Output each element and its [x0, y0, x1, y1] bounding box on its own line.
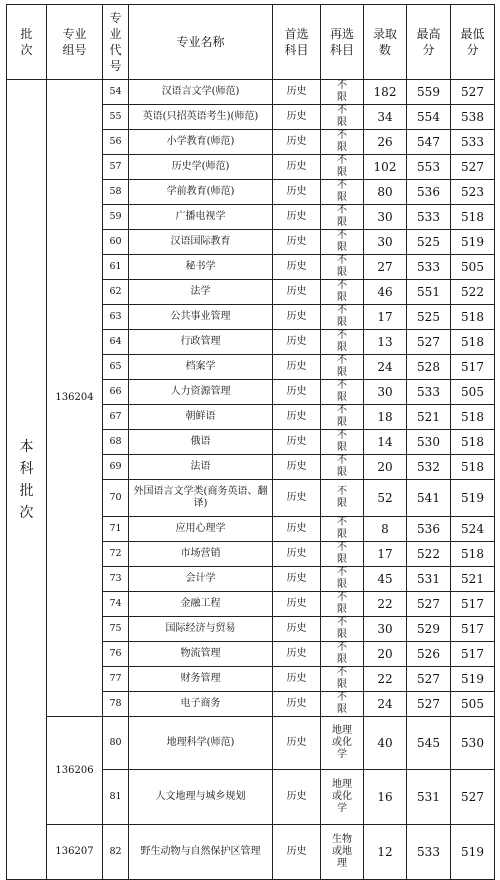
major-code-cell: 54	[103, 80, 129, 105]
major-code-cell: 66	[103, 380, 129, 405]
min-score-cell: 524	[451, 517, 495, 542]
second-subject-cell	[321, 80, 364, 105]
second-subject-cell	[321, 642, 364, 667]
major-name-cell	[129, 617, 273, 642]
second-subject-text: 不限	[337, 617, 347, 640]
min-score-cell: 530	[451, 717, 495, 770]
min-score-cell: 519	[451, 825, 495, 880]
second-subject-cell	[321, 155, 364, 180]
max-score-cell: 527	[407, 330, 451, 355]
major-name-text: 财务管理	[180, 673, 221, 684]
min-score-cell: 518	[451, 455, 495, 480]
major-name-cell	[129, 355, 273, 380]
major-name-text: 法语	[190, 461, 211, 472]
major-name-text: 公共事业管理	[170, 311, 231, 322]
admitted-count-cell: 12	[364, 825, 407, 880]
second-subject-cell	[321, 617, 364, 642]
batch-cell	[7, 80, 47, 880]
min-score-cell: 505	[451, 255, 495, 280]
min-score-cell: 527	[451, 80, 495, 105]
major-name-text: 会计学	[185, 573, 216, 584]
first-subject-cell: 历史	[273, 430, 321, 455]
table-row	[7, 825, 495, 880]
min-score-cell: 518	[451, 305, 495, 330]
first-subject-cell: 历史	[273, 380, 321, 405]
major-name-text: 档案学	[185, 361, 216, 372]
major-name-cell	[129, 280, 273, 305]
major-name-cell	[129, 517, 273, 542]
major-name-cell	[129, 567, 273, 592]
second-subject-cell	[321, 230, 364, 255]
major-name-text: 应用心理学	[175, 523, 226, 534]
admitted-count-cell: 26	[364, 130, 407, 155]
second-subject-cell	[321, 130, 364, 155]
second-subject-text: 地理或化学	[332, 725, 352, 760]
max-score-cell: 551	[407, 280, 451, 305]
min-score-cell: 519	[451, 230, 495, 255]
second-subject-cell	[321, 455, 364, 480]
max-score-cell: 528	[407, 355, 451, 380]
major-name-text: 英语(只招英语考生)(师范)	[142, 111, 259, 122]
first-subject-cell: 历史	[273, 255, 321, 280]
first-subject-cell: 历史	[273, 517, 321, 542]
second-subject-cell	[321, 692, 364, 717]
major-name-cell	[129, 230, 273, 255]
admitted-count-cell: 30	[364, 380, 407, 405]
group-id-cell: 136207	[47, 825, 103, 880]
admitted-count-cell: 20	[364, 455, 407, 480]
first-subject-cell: 历史	[273, 355, 321, 380]
major-name-cell	[129, 770, 273, 825]
min-score-cell: 517	[451, 592, 495, 617]
first-subject-cell: 历史	[273, 330, 321, 355]
min-score-cell: 505	[451, 380, 495, 405]
first-subject-cell: 历史	[273, 642, 321, 667]
second-subject-cell	[321, 592, 364, 617]
major-code-cell: 74	[103, 592, 129, 617]
major-name-text: 学前教育(师范)	[166, 186, 235, 197]
major-code-cell: 68	[103, 430, 129, 455]
min-score-cell: 517	[451, 617, 495, 642]
admitted-count-cell: 13	[364, 330, 407, 355]
second-subject-cell	[321, 825, 364, 880]
header-max: 最高分	[407, 5, 451, 80]
major-name-text: 行政管理	[180, 336, 221, 347]
major-code-cell: 75	[103, 617, 129, 642]
major-name-text: 市场营销	[180, 548, 221, 559]
header-group: 专业组号	[47, 5, 103, 80]
admitted-count-cell: 102	[364, 155, 407, 180]
table-row	[7, 717, 495, 770]
major-code-cell: 67	[103, 405, 129, 430]
major-name-cell	[129, 380, 273, 405]
major-name-cell	[129, 667, 273, 692]
major-name-cell	[129, 180, 273, 205]
second-subject-text: 不限	[337, 305, 347, 328]
first-subject-cell: 历史	[273, 455, 321, 480]
admitted-count-cell: 52	[364, 480, 407, 517]
major-code-cell: 81	[103, 770, 129, 825]
second-subject-text: 不限	[337, 405, 347, 428]
major-name-cell	[129, 405, 273, 430]
major-code-cell: 69	[103, 455, 129, 480]
second-subject-cell	[321, 330, 364, 355]
header-min: 最低分	[451, 5, 495, 80]
max-score-cell: 559	[407, 80, 451, 105]
min-score-cell: 533	[451, 130, 495, 155]
major-code-cell: 78	[103, 692, 129, 717]
second-subject-text: 不限	[337, 517, 347, 540]
major-name-cell	[129, 255, 273, 280]
admission-table	[6, 4, 495, 880]
min-score-cell: 527	[451, 770, 495, 825]
major-name-text: 秘书学	[185, 261, 216, 272]
second-subject-cell	[321, 180, 364, 205]
min-score-cell: 518	[451, 205, 495, 230]
admitted-count-cell: 22	[364, 592, 407, 617]
min-score-cell: 518	[451, 405, 495, 430]
major-name-text: 物流管理	[180, 648, 221, 659]
max-score-cell: 553	[407, 155, 451, 180]
header-first: 首选科目	[273, 5, 321, 80]
second-subject-cell	[321, 430, 364, 455]
major-code-cell: 72	[103, 542, 129, 567]
major-name-cell	[129, 330, 273, 355]
second-subject-cell	[321, 355, 364, 380]
max-score-cell: 527	[407, 592, 451, 617]
first-subject-cell: 历史	[273, 717, 321, 770]
second-subject-text: 不限	[337, 330, 347, 353]
second-subject-cell	[321, 770, 364, 825]
max-score-cell: 526	[407, 642, 451, 667]
major-name-cell	[129, 480, 273, 517]
major-name-cell	[129, 80, 273, 105]
major-name-cell	[129, 205, 273, 230]
major-name-text: 汉语国际教育	[170, 236, 231, 247]
max-score-cell: 529	[407, 617, 451, 642]
second-subject-text: 不限	[337, 180, 347, 203]
second-subject-cell	[321, 480, 364, 517]
second-subject-text: 不限	[337, 642, 347, 665]
major-name-text: 国际经济与贸易	[165, 623, 236, 634]
major-name-text: 历史学(师范)	[171, 161, 230, 172]
max-score-cell: 554	[407, 105, 451, 130]
max-score-cell: 541	[407, 480, 451, 517]
first-subject-cell: 历史	[273, 280, 321, 305]
first-subject-cell: 历史	[273, 480, 321, 517]
max-score-cell: 525	[407, 230, 451, 255]
min-score-cell: 527	[451, 155, 495, 180]
major-name-cell	[129, 692, 273, 717]
min-score-cell: 519	[451, 667, 495, 692]
second-subject-text: 生物或地理	[332, 834, 352, 869]
admitted-count-cell: 80	[364, 180, 407, 205]
admitted-count-cell: 24	[364, 355, 407, 380]
second-subject-text: 不限	[337, 355, 347, 378]
admitted-count-cell: 34	[364, 105, 407, 130]
major-code-cell: 77	[103, 667, 129, 692]
second-subject-cell	[321, 517, 364, 542]
header-row	[7, 5, 495, 80]
min-score-cell: 505	[451, 692, 495, 717]
second-subject-text: 不限	[337, 455, 347, 478]
admitted-count-cell: 30	[364, 617, 407, 642]
major-name-text: 人文地理与城乡规划	[155, 791, 246, 802]
major-name-cell	[129, 105, 273, 130]
major-name-text: 人力资源管理	[170, 386, 231, 397]
major-name-text: 朝鲜语	[185, 411, 216, 422]
max-score-cell: 532	[407, 455, 451, 480]
major-name-cell	[129, 717, 273, 770]
major-name-text: 俄语	[190, 436, 211, 447]
table-row	[7, 80, 495, 105]
min-score-cell: 521	[451, 567, 495, 592]
major-name-cell	[129, 542, 273, 567]
max-score-cell: 547	[407, 130, 451, 155]
first-subject-cell: 历史	[273, 305, 321, 330]
second-subject-cell	[321, 255, 364, 280]
admitted-count-cell: 18	[364, 405, 407, 430]
admitted-count-cell: 30	[364, 205, 407, 230]
min-score-cell: 518	[451, 430, 495, 455]
second-subject-text: 不限	[337, 155, 347, 178]
admission-table-container	[6, 4, 494, 880]
second-subject-cell	[321, 205, 364, 230]
group-id-cell: 136206	[47, 717, 103, 825]
admitted-count-cell: 40	[364, 717, 407, 770]
major-name-cell	[129, 825, 273, 880]
major-name-cell	[129, 130, 273, 155]
second-subject-text: 不限	[337, 667, 347, 690]
second-subject-text: 不限	[337, 486, 347, 509]
major-name-cell	[129, 430, 273, 455]
second-subject-text: 不限	[337, 105, 347, 128]
first-subject-cell: 历史	[273, 667, 321, 692]
header-admitted: 录取数	[364, 5, 407, 80]
max-score-cell: 530	[407, 430, 451, 455]
major-name-cell	[129, 155, 273, 180]
major-code-cell: 70	[103, 480, 129, 517]
max-score-cell: 531	[407, 567, 451, 592]
group-id-cell: 136204	[47, 80, 103, 717]
second-subject-cell	[321, 667, 364, 692]
header-name: 专业名称	[129, 5, 273, 80]
second-subject-cell	[321, 105, 364, 130]
max-score-cell: 531	[407, 770, 451, 825]
major-code-cell: 73	[103, 567, 129, 592]
header-batch: 批次	[7, 5, 47, 80]
header-code: 专业代号	[103, 5, 129, 80]
first-subject-cell: 历史	[273, 692, 321, 717]
second-subject-cell	[321, 280, 364, 305]
first-subject-cell: 历史	[273, 105, 321, 130]
major-code-cell: 71	[103, 517, 129, 542]
max-score-cell: 536	[407, 517, 451, 542]
major-name-text: 汉语言文学(师范)	[161, 86, 240, 97]
first-subject-cell: 历史	[273, 825, 321, 880]
major-code-cell: 61	[103, 255, 129, 280]
major-name-text: 外国语言文学类(商务英语、翻译)	[133, 486, 268, 509]
major-name-text: 广播电视学	[175, 211, 226, 222]
second-subject-text: 不限	[337, 542, 347, 565]
max-score-cell: 525	[407, 305, 451, 330]
major-name-text: 法学	[190, 286, 211, 297]
first-subject-cell: 历史	[273, 80, 321, 105]
admitted-count-cell: 22	[364, 667, 407, 692]
major-code-cell: 59	[103, 205, 129, 230]
admitted-count-cell: 8	[364, 517, 407, 542]
first-subject-cell: 历史	[273, 230, 321, 255]
major-name-cell	[129, 305, 273, 330]
second-subject-cell	[321, 405, 364, 430]
admitted-count-cell: 17	[364, 305, 407, 330]
max-score-cell: 536	[407, 180, 451, 205]
min-score-cell: 538	[451, 105, 495, 130]
max-score-cell: 522	[407, 542, 451, 567]
second-subject-cell	[321, 717, 364, 770]
major-code-cell: 64	[103, 330, 129, 355]
min-score-cell: 518	[451, 330, 495, 355]
major-code-cell: 62	[103, 280, 129, 305]
second-subject-text: 不限	[337, 380, 347, 403]
major-code-cell: 57	[103, 155, 129, 180]
admitted-count-cell: 45	[364, 567, 407, 592]
min-score-cell: 519	[451, 480, 495, 517]
min-score-cell: 522	[451, 280, 495, 305]
second-subject-text: 不限	[337, 80, 347, 103]
major-name-text: 野生动物与自然保护区管理	[140, 846, 261, 857]
min-score-cell: 517	[451, 642, 495, 667]
second-subject-text: 不限	[337, 130, 347, 153]
min-score-cell: 517	[451, 355, 495, 380]
max-score-cell: 545	[407, 717, 451, 770]
admitted-count-cell: 182	[364, 80, 407, 105]
first-subject-cell: 历史	[273, 542, 321, 567]
admitted-count-cell: 16	[364, 770, 407, 825]
first-subject-cell: 历史	[273, 205, 321, 230]
max-score-cell: 533	[407, 825, 451, 880]
first-subject-cell: 历史	[273, 155, 321, 180]
first-subject-cell: 历史	[273, 617, 321, 642]
major-code-cell: 60	[103, 230, 129, 255]
second-subject-text: 不限	[337, 230, 347, 253]
second-subject-text: 不限	[337, 280, 347, 303]
admitted-count-cell: 30	[364, 230, 407, 255]
major-name-cell	[129, 592, 273, 617]
first-subject-cell: 历史	[273, 567, 321, 592]
major-code-cell: 80	[103, 717, 129, 770]
first-subject-cell: 历史	[273, 592, 321, 617]
second-subject-text: 不限	[337, 430, 347, 453]
major-code-cell: 82	[103, 825, 129, 880]
major-code-cell: 76	[103, 642, 129, 667]
major-name-text: 金融工程	[180, 598, 221, 609]
second-subject-text: 地理或化学	[332, 779, 352, 814]
header-second: 再选科目	[321, 5, 364, 80]
min-score-cell: 518	[451, 542, 495, 567]
major-code-cell: 55	[103, 105, 129, 130]
max-score-cell: 521	[407, 405, 451, 430]
major-code-cell: 58	[103, 180, 129, 205]
major-name-cell	[129, 455, 273, 480]
admitted-count-cell: 27	[364, 255, 407, 280]
admitted-count-cell: 24	[364, 692, 407, 717]
second-subject-text: 不限	[337, 592, 347, 615]
second-subject-text: 不限	[337, 205, 347, 228]
major-code-cell: 65	[103, 355, 129, 380]
max-score-cell: 533	[407, 205, 451, 230]
admitted-count-cell: 46	[364, 280, 407, 305]
second-subject-text: 不限	[337, 692, 347, 715]
major-code-cell: 56	[103, 130, 129, 155]
max-score-cell: 533	[407, 380, 451, 405]
table-body	[7, 80, 495, 880]
major-name-text: 小学教育(师范)	[166, 136, 235, 147]
max-score-cell: 527	[407, 692, 451, 717]
min-score-cell: 523	[451, 180, 495, 205]
major-name-text: 电子商务	[180, 698, 221, 709]
max-score-cell: 533	[407, 255, 451, 280]
admitted-count-cell: 17	[364, 542, 407, 567]
second-subject-cell	[321, 542, 364, 567]
first-subject-cell: 历史	[273, 180, 321, 205]
second-subject-cell	[321, 567, 364, 592]
batch-label: 本科批次	[19, 438, 34, 521]
second-subject-text: 不限	[337, 255, 347, 278]
first-subject-cell: 历史	[273, 130, 321, 155]
major-name-cell	[129, 642, 273, 667]
second-subject-cell	[321, 305, 364, 330]
max-score-cell: 527	[407, 667, 451, 692]
admitted-count-cell: 20	[364, 642, 407, 667]
first-subject-cell: 历史	[273, 770, 321, 825]
major-code-cell: 63	[103, 305, 129, 330]
second-subject-cell	[321, 380, 364, 405]
admitted-count-cell: 14	[364, 430, 407, 455]
major-name-text: 地理科学(师范)	[166, 737, 235, 748]
second-subject-text: 不限	[337, 567, 347, 590]
first-subject-cell: 历史	[273, 405, 321, 430]
